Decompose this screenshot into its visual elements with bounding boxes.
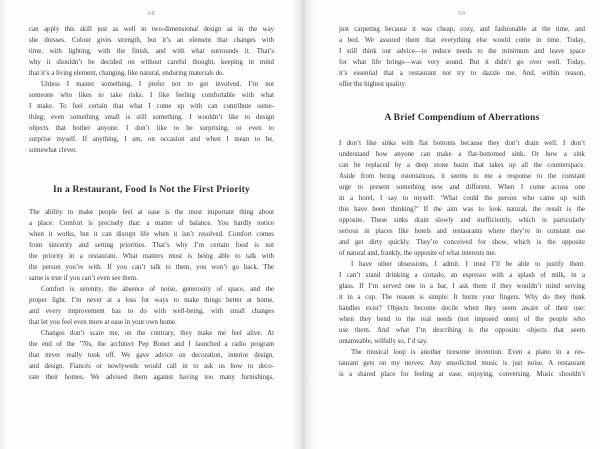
text-line: Aside from being ostentatious, it seems to me a response to the constant xyxy=(339,173,585,180)
text-line: handles exist? Objects become docile when they seem aware of their use: xyxy=(339,305,585,312)
text-line: Comfort is serenity, the absence of noise, generosity of space, and the xyxy=(41,286,274,293)
text-line: I still think our advice—to reduce needs to the minimum and leave space xyxy=(339,48,585,55)
text-line: can be replaced by a deep stone basin that takes up all the counterspace. xyxy=(339,162,585,169)
paragraph xyxy=(339,347,585,380)
text-line: I have other obsessions, I admit. I trust I’ll be able to justify them. xyxy=(351,261,585,268)
text-line: someone who likes to take risks. I like feeling comfortable with what xyxy=(29,92,274,99)
text-line: a bed. We assured them that everything else would come in time. Today, xyxy=(339,37,585,44)
paragraph xyxy=(29,284,274,328)
paragraph xyxy=(29,207,274,284)
page-right xyxy=(300,0,600,449)
text-line: untameable, wilfully so, I’d say. xyxy=(339,338,428,345)
paragraph xyxy=(339,24,585,90)
text-line: urge to present something new and different. When I come across one xyxy=(339,184,585,191)
text-line: somewhat clever. xyxy=(29,147,77,154)
text-line: that never really took off. We gave advice on decoration, interior design, xyxy=(29,352,274,359)
page-number-left: 68 xyxy=(147,11,156,17)
text-line: it in a cup. The reason is simple: It burns your fingers. Why do they think xyxy=(339,294,585,301)
page-right-content xyxy=(339,24,585,380)
page-left-content xyxy=(29,24,274,383)
text-line: that let you feel even more at ease in your own home. xyxy=(29,319,177,326)
text-line: in a hotel, I say to myself: ‘What could the person who came up with xyxy=(339,195,585,202)
text-line: the end of the ’70s, the architect Pep Bonet and I launched a radio program xyxy=(29,341,274,348)
text-line: when it works, but it can disrupt life when it isn’t resolved. Comfort comes xyxy=(29,231,274,238)
text-line: Unless I master something, I prefer not to get involved. I’m not xyxy=(41,81,274,88)
paragraph xyxy=(29,79,274,156)
text-line: from sincerity and setting priorities. That’s why I’m certain food is not xyxy=(29,242,274,249)
text-line: understand how anyone can make a flat-bottomed sink. Or how a sink xyxy=(339,151,585,158)
text-line: when they bend to the real needs (not imposed ones) of the people who xyxy=(339,316,585,323)
text-line: thing; even something small is still something. I wouldn’t like to design xyxy=(29,114,274,121)
text-line: and get dirty quickly. They’re conceived for show, which is the opposite xyxy=(339,239,585,246)
text-line: can apply this skill just as well in two-dimensional design as in the way xyxy=(29,26,274,33)
text-line: the person you’re with. If you can’t talk to them, you won’t go back. The xyxy=(29,264,274,271)
text-line: I don’t like sinks with flat bottoms because they don’t drain well. I don’t xyxy=(339,140,585,147)
text-line: glass. If I’m served one in a bar, I ask them if they wouldn’t mind serving xyxy=(339,283,585,290)
paragraph xyxy=(339,259,585,347)
text-line: use them. And what I’m describing is the opposite: objects that seem xyxy=(339,327,585,334)
paragraph xyxy=(339,138,585,259)
paragraph xyxy=(29,24,274,79)
text-line: I make. To feel certain that what I come up with can contribute some- xyxy=(29,103,274,110)
text-line: objects that bother anyone. I don’t like to be surprising, or even to xyxy=(29,125,274,132)
text-line: proper light. I’m never at a loss for ways to make things better at home, xyxy=(29,297,274,304)
page-number-right: 69 xyxy=(458,11,466,17)
text-line: offer the highest quality. xyxy=(339,81,407,88)
text-line: The ability to make people feel at ease is the most important thing about xyxy=(29,209,274,216)
text-line: this have been thinking?’ If the aim was to look natural, the result is the xyxy=(339,206,585,213)
section-heading: A Brief Compendium of Aberrations xyxy=(384,113,540,123)
paragraph xyxy=(29,328,274,383)
text-line: I can’t stand drinking a cortado, an espresso with a splash of milk, in a xyxy=(339,272,585,279)
section-heading: In a Restaurant, Food Is Not the First Priority xyxy=(52,185,250,195)
text-line: The musical loop is another tiresome invention. Even a piano in a res- xyxy=(351,349,585,356)
text-line: a place. Comfort is precisely that: a matter of balance. You hardly notice xyxy=(29,220,274,227)
text-line: is a shared place for feeling at ease, enjoying, conversing. Music shouldn’t xyxy=(339,371,585,378)
text-line: surprise myself. If anything, I am, on occasion and when I mean to be, xyxy=(29,136,274,143)
text-line: and every improvement has to do with well-being, with small changes xyxy=(29,308,274,315)
text-line: serious in places like hotels and restaurants where they’re in constant use xyxy=(339,228,585,235)
text-line: Changes don’t scare me, on the contrary, they make me feel alive. At xyxy=(41,330,274,337)
text-line: it’s essential that a restaurant not try to dazzle me. And, within reason, xyxy=(339,70,585,77)
text-line: she dresses. Colour gives strength, but it’s an element that changes with xyxy=(29,37,274,44)
text-line: same is true if you can’t even see them. xyxy=(29,275,138,282)
text-line: of natural and, frankly, the opposite of what interests me. xyxy=(339,250,497,257)
text-line: the priority in a restaurant. What matters most is being able to talk with xyxy=(29,253,274,260)
text-line: rate their homes. We advised them against having too many furnishings, xyxy=(29,374,274,381)
text-line: time, with lighting, with the finish, and with what surrounds it. That’s xyxy=(29,48,274,55)
text-line: and design. Fiancés or newlyweds would call in to ask us how to deco- xyxy=(29,363,274,370)
text-line: opposite. These sinks drain slowly and inefficiently, which is particularly xyxy=(339,217,585,224)
text-line: taurant gets on my nerves: Any unsolicited music is just noise. A restaurant xyxy=(339,360,585,367)
text-line: why it shouldn’t be decided on without careful thought, keeping in mind xyxy=(29,59,274,66)
text-line: just carpeting because it was cheap, cozy, and fashionable at the time, and xyxy=(339,26,585,33)
text-line: for what life brings—was very sound. But it didn’t go over well. Today, xyxy=(339,59,585,66)
text-line: that it’s a living element, changing, like natural, enduring materials do. xyxy=(29,70,225,77)
